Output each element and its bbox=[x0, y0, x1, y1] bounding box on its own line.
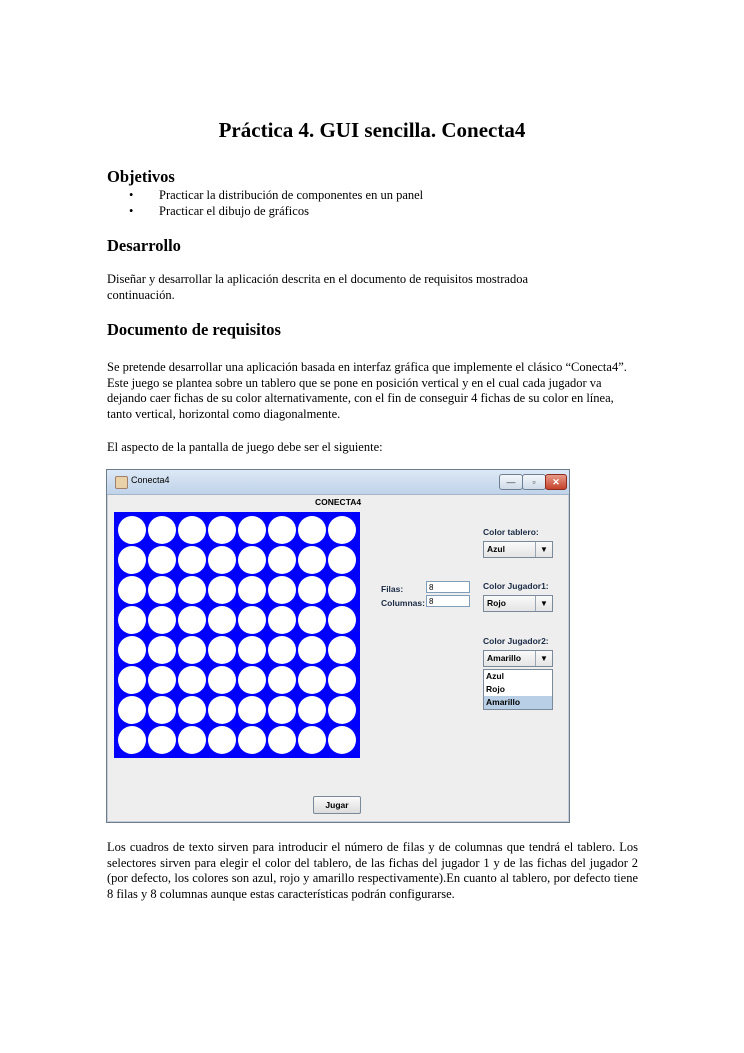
board-cell[interactable] bbox=[268, 726, 296, 754]
maximize-button[interactable]: ▫ bbox=[522, 474, 546, 490]
chevron-down-icon[interactable]: ▼ bbox=[535, 596, 552, 611]
board-cell[interactable] bbox=[148, 696, 176, 724]
board-cell[interactable] bbox=[118, 636, 146, 664]
document-title: Práctica 4. GUI sencilla. Conecta4 bbox=[218, 118, 526, 142]
board-cell[interactable] bbox=[148, 606, 176, 634]
columnas-field[interactable]: 8 bbox=[426, 595, 470, 607]
board-cell[interactable] bbox=[178, 606, 206, 634]
objetivos-list bbox=[107, 187, 423, 219]
color-jugador2-label: Color Jugador2: bbox=[483, 636, 549, 646]
board-cell[interactable] bbox=[268, 636, 296, 664]
minimize-button[interactable]: — bbox=[499, 474, 523, 490]
board-cell[interactable] bbox=[268, 516, 296, 544]
board-cell[interactable] bbox=[118, 576, 146, 604]
board-cell[interactable] bbox=[298, 666, 326, 694]
board-cell[interactable] bbox=[208, 516, 236, 544]
board-cell[interactable] bbox=[328, 546, 356, 574]
final-paragraph: Los cuadros de texto sirven para introducir el número de filas y de columnas que tendrá el tablero. Los selectores sirven para elegir el color del tablero, de las fichas del jugador 1 y de las fichas del jugador 2 (por defecto, los colores son azul, rojo y amarillo respectivamente).En cuanto al tablero, por defecto tiene 8 filas y 8 columnas aunque estas características podrán configurarse. bbox=[107, 840, 638, 901]
board-cell[interactable] bbox=[298, 546, 326, 574]
java-app-icon bbox=[115, 476, 128, 489]
board-cell[interactable] bbox=[268, 696, 296, 724]
board-cell[interactable] bbox=[328, 696, 356, 724]
color-tablero-label: Color tablero: bbox=[483, 527, 539, 537]
color-jugador2-select[interactable] bbox=[483, 650, 553, 667]
board-cell[interactable] bbox=[148, 726, 176, 754]
board-cell[interactable] bbox=[328, 516, 356, 544]
color-jugador2-dropdown bbox=[483, 669, 553, 710]
color-jugador1-value: Rojo bbox=[487, 598, 506, 608]
board-cell[interactable] bbox=[238, 576, 266, 604]
board-cell[interactable] bbox=[208, 726, 236, 754]
board-cell[interactable] bbox=[148, 666, 176, 694]
board-cell[interactable] bbox=[268, 576, 296, 604]
board-cell[interactable] bbox=[208, 636, 236, 664]
board-cell[interactable] bbox=[118, 516, 146, 544]
objetivo-item: • Practicar la distribución de componentes en un panel bbox=[107, 187, 423, 203]
game-board[interactable] bbox=[114, 512, 360, 758]
board-cell[interactable] bbox=[208, 666, 236, 694]
filas-label: Filas: bbox=[381, 584, 404, 594]
board-cell[interactable] bbox=[208, 576, 236, 604]
board-cell[interactable] bbox=[178, 576, 206, 604]
board-cell[interactable] bbox=[238, 666, 266, 694]
board-cell[interactable] bbox=[268, 546, 296, 574]
board-cell[interactable] bbox=[118, 606, 146, 634]
conecta4-header-label: CONECTA4 bbox=[315, 497, 362, 507]
board-cell[interactable] bbox=[208, 546, 236, 574]
window-title: Conecta4 bbox=[131, 475, 170, 485]
requisitos-paragraph: Se pretende desarrollar una aplicación basada en interfaz gráfica que implemente el clásico “Conecta4”. Este juego se plantea sobre un tablero que se pone en posición vertical y en el cual cada jugador va dejando caer fichas de su color alternativamente, con el fin de conseguir 4 fichas de su color en línea, tanto vertical, horizontal como diagonalmente. bbox=[107, 360, 627, 421]
color-jugador1-label: Color Jugador1: bbox=[483, 581, 549, 591]
board-cell[interactable] bbox=[238, 726, 266, 754]
columnas-label: Columnas: bbox=[381, 598, 425, 608]
board-cell[interactable] bbox=[118, 666, 146, 694]
board-cell[interactable] bbox=[298, 696, 326, 724]
board-cell[interactable] bbox=[208, 696, 236, 724]
board-cell[interactable] bbox=[238, 606, 266, 634]
color-tablero-value: Azul bbox=[487, 544, 505, 554]
board-cell[interactable] bbox=[118, 696, 146, 724]
board-cell[interactable] bbox=[238, 696, 266, 724]
board-cell[interactable] bbox=[148, 576, 176, 604]
board-cell[interactable] bbox=[238, 546, 266, 574]
window-titlebar bbox=[107, 470, 569, 495]
board-cell[interactable] bbox=[328, 606, 356, 634]
board-cell[interactable] bbox=[298, 516, 326, 544]
dropdown-option-amarillo[interactable]: Amarillo bbox=[484, 696, 552, 709]
desarrollo-paragraph: Diseñar y desarrollar la aplicación descrita en el documento de requisitos mostradoa continuación. bbox=[107, 272, 529, 302]
board-cell[interactable] bbox=[118, 546, 146, 574]
color-jugador2-value: Amarillo bbox=[487, 653, 522, 663]
conecta4-window bbox=[106, 469, 570, 823]
objetivo-item: • Practicar el dibujo de gráficos bbox=[107, 203, 423, 219]
board-cell[interactable] bbox=[328, 636, 356, 664]
board-cell[interactable] bbox=[328, 726, 356, 754]
board-cell[interactable] bbox=[208, 606, 236, 634]
board-cell[interactable] bbox=[178, 666, 206, 694]
board-cell[interactable] bbox=[238, 516, 266, 544]
board-cell[interactable] bbox=[178, 696, 206, 724]
board-cell[interactable] bbox=[178, 546, 206, 574]
dropdown-option-azul[interactable]: Azul bbox=[486, 671, 504, 681]
color-jugador1-select[interactable] bbox=[483, 595, 553, 612]
board-cell[interactable] bbox=[328, 576, 356, 604]
board-cell[interactable] bbox=[328, 666, 356, 694]
filas-field[interactable]: 8 bbox=[426, 581, 470, 593]
desarrollo-heading: Desarrollo bbox=[107, 236, 181, 255]
board-cell[interactable] bbox=[298, 636, 326, 664]
board-cell[interactable] bbox=[298, 606, 326, 634]
board-cell[interactable] bbox=[238, 636, 266, 664]
board-cell[interactable] bbox=[148, 516, 176, 544]
board-cell[interactable] bbox=[148, 636, 176, 664]
board-cell[interactable] bbox=[118, 726, 146, 754]
requisitos-heading: Documento de requisitos bbox=[107, 320, 281, 339]
board-cell[interactable] bbox=[148, 546, 176, 574]
board-cell[interactable] bbox=[298, 726, 326, 754]
aspecto-paragraph: El aspecto de la pantalla de juego debe ser el siguiente: bbox=[107, 440, 383, 454]
chevron-down-icon[interactable]: ▼ bbox=[535, 542, 552, 557]
board-cell[interactable] bbox=[178, 726, 206, 754]
dropdown-option-rojo[interactable]: Rojo bbox=[486, 684, 505, 694]
color-tablero-select[interactable] bbox=[483, 541, 553, 558]
board-cell[interactable] bbox=[268, 666, 296, 694]
chevron-down-icon[interactable]: ▼ bbox=[535, 651, 552, 666]
objetivos-heading: Objetivos bbox=[107, 167, 175, 186]
board-cell[interactable] bbox=[178, 636, 206, 664]
close-button[interactable]: ✕ bbox=[545, 474, 567, 490]
jugar-button[interactable]: Jugar bbox=[313, 796, 361, 814]
board-cell[interactable] bbox=[268, 606, 296, 634]
board-cell[interactable] bbox=[298, 576, 326, 604]
board-cell[interactable] bbox=[178, 516, 206, 544]
